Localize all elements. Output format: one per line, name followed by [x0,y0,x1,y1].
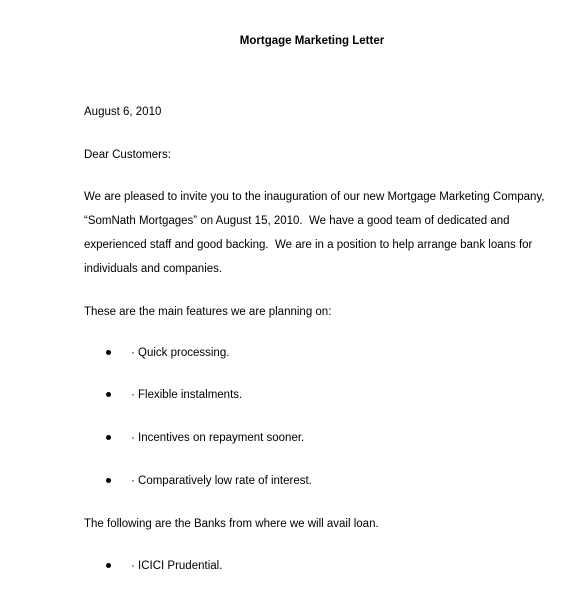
bullet-icon [106,350,111,355]
feature-text: · Comparatively low rate of interest. [131,475,312,487]
feature-list-item [106,473,506,489]
feature-text: · Incentives on repayment sooner. [131,432,305,444]
bank-list-item [106,558,506,574]
features-intro: These are the main features we are planning on: [84,306,332,318]
body-line: experienced staff and good backing. We are in a position to help arrange bank loans for [84,239,533,251]
feature-list-item [106,345,506,361]
letter-salutation: Dear Customers: [84,149,171,161]
bullet-icon [106,563,111,568]
feature-list-item [106,430,506,446]
bank-text: · ICICI Prudential. [131,560,223,572]
feature-list-item [106,387,506,403]
bullet-icon [106,435,111,440]
feature-text: · Flexible instalments. [131,389,243,401]
body-line: We are pleased to invite you to the inauguration of our new Mortgage Marketing Company, [84,191,545,203]
bullet-icon [106,392,111,397]
feature-text: · Quick processing. [131,347,230,359]
bullet-icon [106,478,111,483]
letter-date: August 6, 2010 [84,106,162,118]
body-line: “SomNath Mortgages” on August 15, 2010. We have a good team of dedicated and [84,215,510,227]
body-line: individuals and companies. [84,263,223,275]
letter-title: Mortgage Marketing Letter [239,35,385,47]
banks-intro: The following are the Banks from where we will avail loan. [84,518,379,530]
